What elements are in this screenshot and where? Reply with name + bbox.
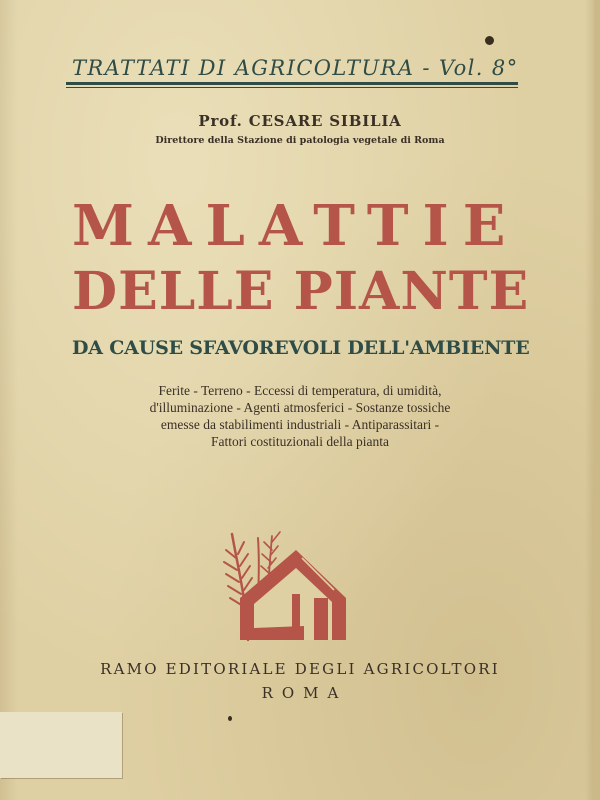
label-sticker	[0, 712, 122, 778]
ink-spot	[485, 36, 494, 45]
wheat-and-house-emblem	[218, 528, 358, 648]
topics-line: Fattori costituzionali della pianta	[210, 434, 390, 449]
series-rule-thick	[66, 82, 518, 85]
series-rule-thin	[66, 87, 518, 88]
topics-line: d'illuminazione - Agenti atmosferici - Sostanze tossiche	[149, 400, 451, 415]
topics-list	[80, 382, 520, 450]
author-role: Direttore della Stazione di patologia vegetale di Roma	[155, 135, 445, 146]
topics-line: Ferite - Terreno - Eccessi di temperatura, di umidità,	[158, 383, 442, 398]
book-subtitle: DA CAUSE SFAVOREVOLI DELL'AMBIENTE	[72, 337, 530, 359]
author-name: Prof. CESARE SIBILIA	[198, 112, 402, 130]
ink-spot	[228, 716, 232, 721]
topics-line: emesse da stabilimenti industriali - Antiparassitari -	[160, 417, 440, 432]
publisher-name: RAMO EDITORIALE DEGLI AGRICOLTORI	[100, 660, 500, 678]
book-title-line-1: MALATTIE	[72, 193, 520, 259]
book-title-line-2: DELLE PIANTE	[72, 261, 530, 322]
publisher-city: ROMA	[261, 684, 348, 702]
series-title: TRATTATI DI AGRICOLTURA - Vol. 8°	[72, 56, 519, 80]
